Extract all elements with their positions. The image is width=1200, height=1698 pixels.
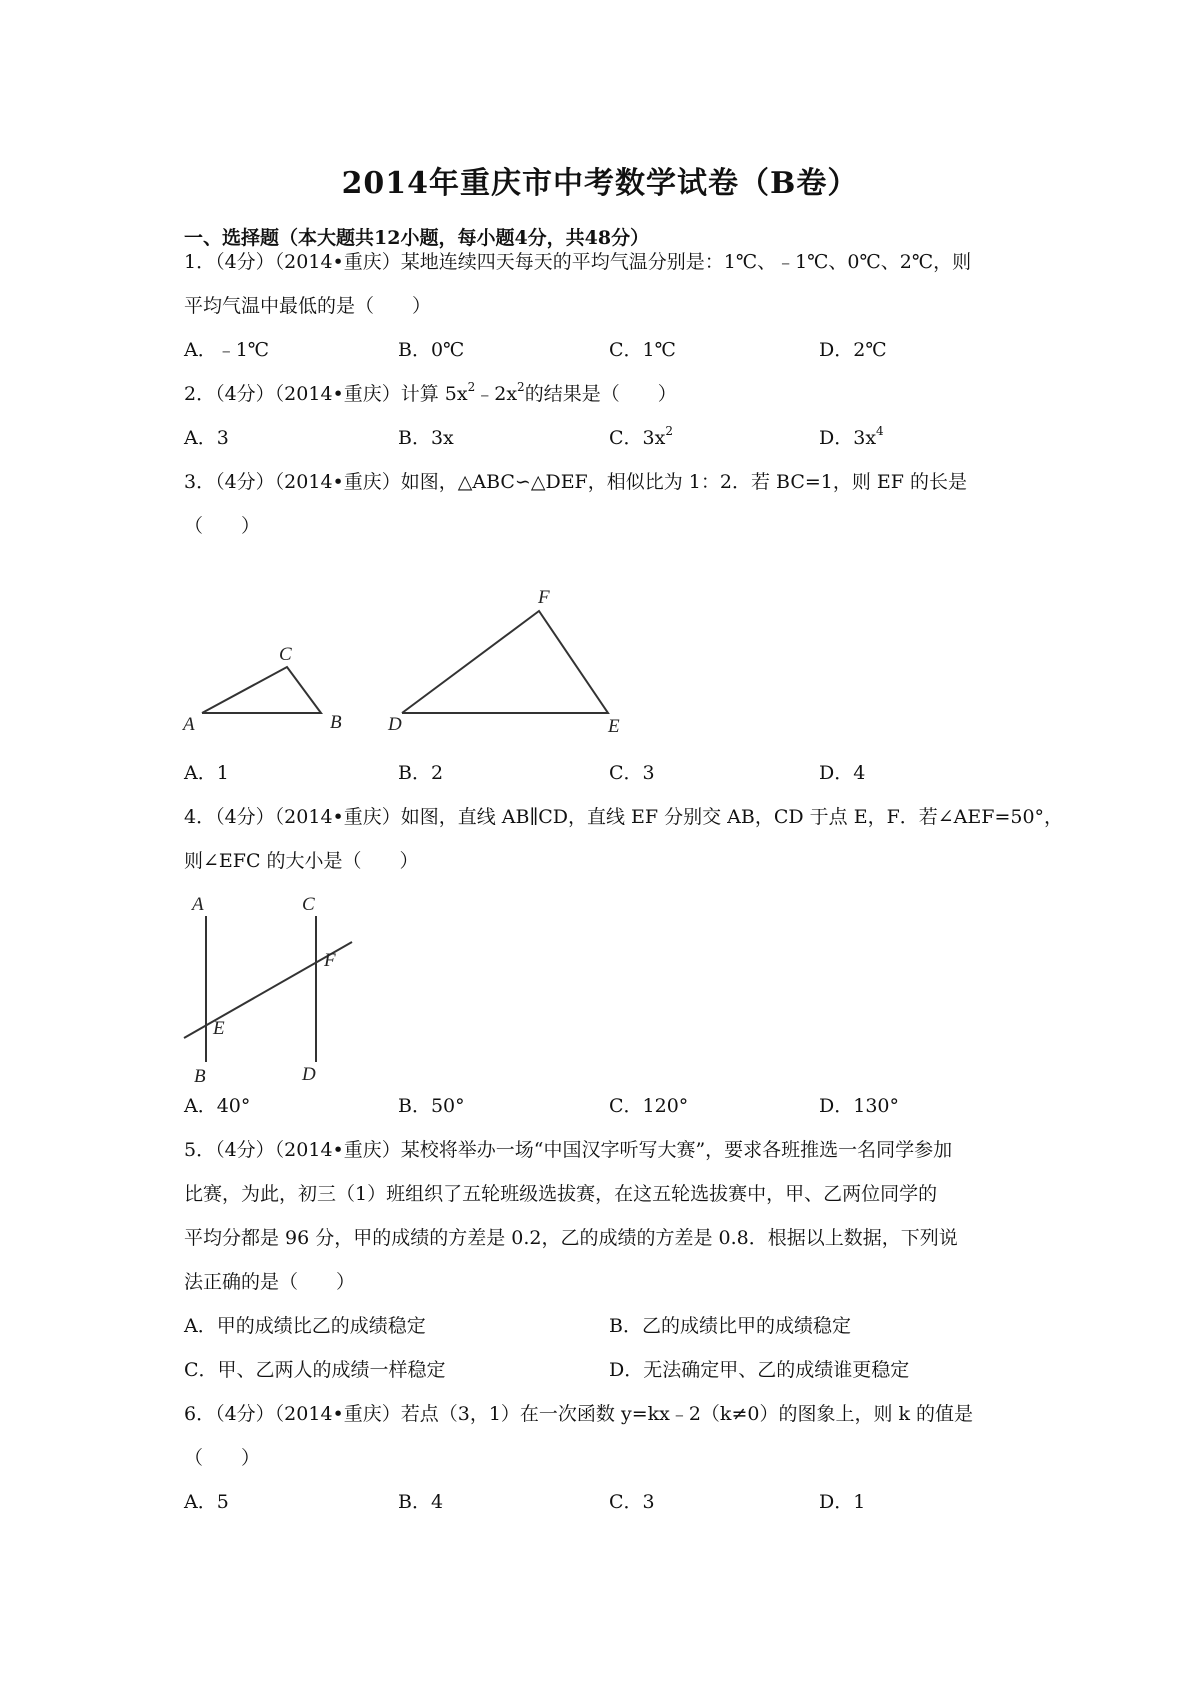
question-1-option-c: C．1℃ <box>609 339 676 361</box>
question-2-option-c-base: C．3x <box>609 427 666 449</box>
question-2-option-b: B．3x <box>398 427 454 449</box>
label-b: B <box>330 712 342 733</box>
question-6-option-c: C．3 <box>609 1491 655 1513</box>
question-6-line-2: （ ） <box>184 1447 261 1469</box>
similar-triangles-figure <box>170 580 670 740</box>
question-2-exponent-2: 2 <box>517 380 525 394</box>
label-d: D <box>302 1064 316 1085</box>
question-5-option-d: D．无法确定甲、乙的成绩谁更稳定 <box>609 1359 910 1381</box>
label-e: E <box>608 716 620 737</box>
question-5-line-1: 5．（4分）（2014•重庆）某校将举办一场“中国汉字听写大赛”，要求各班推选一名同学参加 <box>184 1139 953 1161</box>
question-2-option-c <box>609 423 673 450</box>
question-5-option-b: B．乙的成绩比甲的成绩稳定 <box>609 1315 851 1337</box>
question-4-line-2: 则∠EFC 的大小是（ ） <box>184 850 419 872</box>
question-2-suffix: 的结果是（ ） <box>524 383 677 405</box>
question-5-line-4: 法正确的是（ ） <box>184 1271 356 1293</box>
question-4-line-1: 4．（4分）（2014•重庆）如图，直线 AB∥CD，直线 EF 分别交 AB，CD 于点 E，F．若∠AEF=50°， <box>184 806 1064 828</box>
question-5-line-2: 比赛，为此，初三（1）班组织了五轮班级选拔赛，在这五轮选拔赛中，甲、乙两位同学的 <box>184 1183 938 1205</box>
label-b: B <box>194 1066 206 1087</box>
question-2-option-a: A．3 <box>184 427 229 449</box>
question-3-option-b: B．2 <box>398 762 444 784</box>
question-2-exponent-1: 2 <box>467 380 476 394</box>
question-2-prefix: 2．（4分）（2014•重庆）计算 5x <box>184 383 468 405</box>
label-a: A <box>183 714 195 735</box>
parallel-lines-figure <box>170 890 370 1090</box>
page-title: 2014年重庆市中考数学试卷（B卷） <box>341 166 859 201</box>
label-c: C <box>302 894 315 915</box>
question-2-line-1 <box>184 379 677 406</box>
triangle-abc <box>202 667 321 713</box>
question-2-option-d-base: D．3x <box>819 427 877 449</box>
question-2-option-d-exponent: 4 <box>876 424 884 438</box>
label-c: C <box>279 644 292 665</box>
question-5-option-c: C．甲、乙两人的成绩一样稳定 <box>184 1359 446 1381</box>
question-6-line-1: 6．（4分）（2014•重庆）若点（3，1）在一次函数 y=kx﹣2（k≠0）的图象上，则 k 的值是 <box>184 1403 974 1425</box>
question-1-line-2: 平均气温中最低的是（ ） <box>184 295 432 317</box>
question-6-option-d: D．1 <box>819 1491 866 1513</box>
question-5-line-3: 平均分都是 96 分，甲的成绩的方差是 0.2，乙的成绩的方差是 0.8．根据以上数据，下列说 <box>184 1227 958 1249</box>
question-2-option-c-exponent: 2 <box>665 424 673 438</box>
question-4-option-a: A．40° <box>184 1095 251 1117</box>
question-3-option-c: C．3 <box>609 762 655 784</box>
label-f: F <box>538 587 550 608</box>
question-6-option-b: B．4 <box>398 1491 444 1513</box>
question-6-option-a: A．5 <box>184 1491 229 1513</box>
question-3-line-1: 3．（4分）（2014•重庆）如图，△ABC∽△DEF，相似比为 1：2．若 BC=1，则 EF 的长是 <box>184 471 967 493</box>
question-1-option-b: B．0℃ <box>398 339 465 361</box>
label-f: F <box>324 950 336 971</box>
question-3-line-2: （ ） <box>184 515 261 537</box>
question-2-option-d <box>819 423 884 450</box>
triangle-def <box>402 611 608 713</box>
question-2-middle: ﹣2x <box>475 383 518 405</box>
section-heading: 一、选择题（本大题共12小题，每小题4分，共48分） <box>184 227 650 249</box>
question-5-option-a: A．甲的成绩比乙的成绩稳定 <box>184 1315 426 1337</box>
question-1-option-a: A．﹣1℃ <box>184 339 270 361</box>
label-e: E <box>213 1018 225 1039</box>
question-4-option-b: B．50° <box>398 1095 465 1117</box>
question-4-option-d: D．130° <box>819 1095 899 1117</box>
label-a: A <box>192 894 204 915</box>
label-d: D <box>388 714 402 735</box>
question-3-option-d: D．4 <box>819 762 866 784</box>
question-4-option-c: C．120° <box>609 1095 689 1117</box>
question-3-option-a: A．1 <box>184 762 229 784</box>
question-1-option-d: D．2℃ <box>819 339 887 361</box>
question-1-line-1: 1．（4分）（2014•重庆）某地连续四天每天的平均气温分别是：1℃、﹣1℃、0℃、2℃，则 <box>184 251 972 273</box>
